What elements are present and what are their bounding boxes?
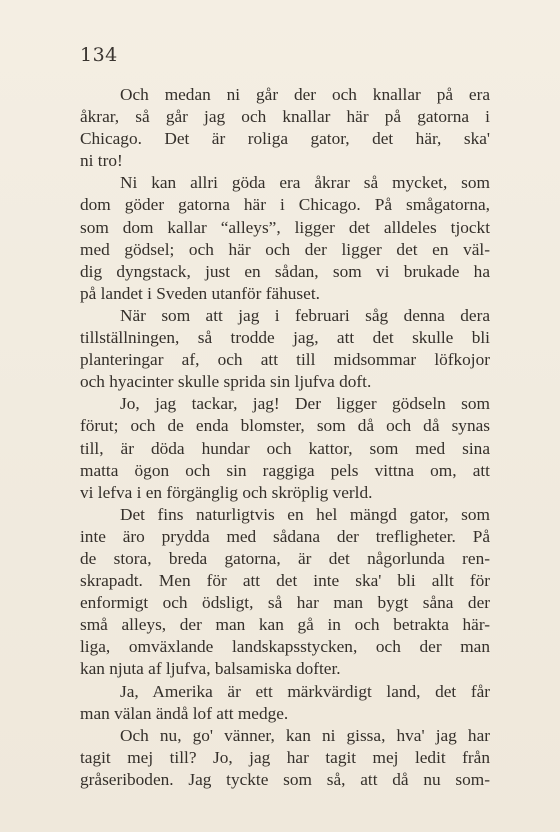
body-text <box>80 84 490 791</box>
text-line: Ja, Amerika är ett märkvärdigt land, det får <box>120 681 490 701</box>
text-line: tagit mej till? Jo, jag har tagit mej ledit från <box>80 747 490 767</box>
page-number: 134 <box>80 44 118 66</box>
text-line: Chicago. Det är roliga gator, det här, ska' <box>80 129 490 149</box>
text-line: enformigt och ödsligt, så har man bygt såna der <box>80 593 490 613</box>
text-line: kan njuta af ljufva, balsamiska dofter. <box>80 659 341 679</box>
text-line: åkrar, så går jag och knallar här på gatorna i <box>80 107 490 127</box>
text-line: på landet i Sveden utanför fähuset. <box>80 283 320 303</box>
paragraph <box>80 393 490 503</box>
text-line: Det fins naturligtvis en hel mängd gator, som <box>120 504 490 524</box>
text-line: tillställningen, så trodde jag, att det skulle bli <box>80 328 490 348</box>
text-line: När som att jag i februari såg denna dera <box>120 305 490 325</box>
text-line: dig dyngstack, just en sådan, som vi brukade ha <box>80 261 490 281</box>
text-line: förut; och de enda blomster, som då och då synas <box>80 416 490 436</box>
paragraph <box>80 305 490 393</box>
text-line: vi lefva i en förgänglig och skröplig verld. <box>80 482 373 502</box>
text-line: dom göder gatorna här i Chicago. På smågatorna, <box>80 195 490 215</box>
text-line: Och nu, go' vänner, kan ni gissa, hva' jag har <box>120 725 490 745</box>
text-line: med gödsel; och här och der ligger det en väl- <box>80 239 490 259</box>
text-line: Ni kan allri göda era åkrar så mycket, som <box>120 173 490 193</box>
text-line: Jo, jag tackar, jag! Der ligger gödseln som <box>120 394 490 414</box>
paragraph <box>80 725 490 791</box>
text-line: de stora, breda gatorna, är det någorlunda ren- <box>80 548 490 568</box>
text-line: skrapadt. Men för att det inte ska' bli allt för <box>80 571 490 591</box>
text-line: till, är döda hundar och kattor, som med sina <box>80 438 490 458</box>
text-line: liga, omväxlande landskapsstycken, och der man <box>80 637 490 657</box>
text-line: planteringar af, och att till midsommar löfkojor <box>80 350 490 370</box>
text-line: som dom kallar “alleys”, ligger det alldeles tjockt <box>80 217 490 237</box>
paragraph <box>80 681 490 725</box>
text-line: och hyacinter skulle sprida sin ljufva doft. <box>80 372 372 392</box>
text-line: ni tro! <box>80 151 123 171</box>
text-line: inte äro prydda med sådana der trefligheter. På <box>80 526 490 546</box>
text-line: matta ögon och sin raggiga pels vittna om, att <box>80 460 490 480</box>
text-line: gråseriboden. Jag tyckte som så, att då nu som- <box>80 769 490 789</box>
paragraph <box>80 84 490 172</box>
text-line: man välan ändå lof att medge. <box>80 703 289 723</box>
paragraph <box>80 172 490 305</box>
text-line: små alleys, der man kan gå in och betrakta här- <box>80 615 490 635</box>
paragraph <box>80 504 490 681</box>
text-line: Och medan ni går der och knallar på era <box>120 85 490 104</box>
